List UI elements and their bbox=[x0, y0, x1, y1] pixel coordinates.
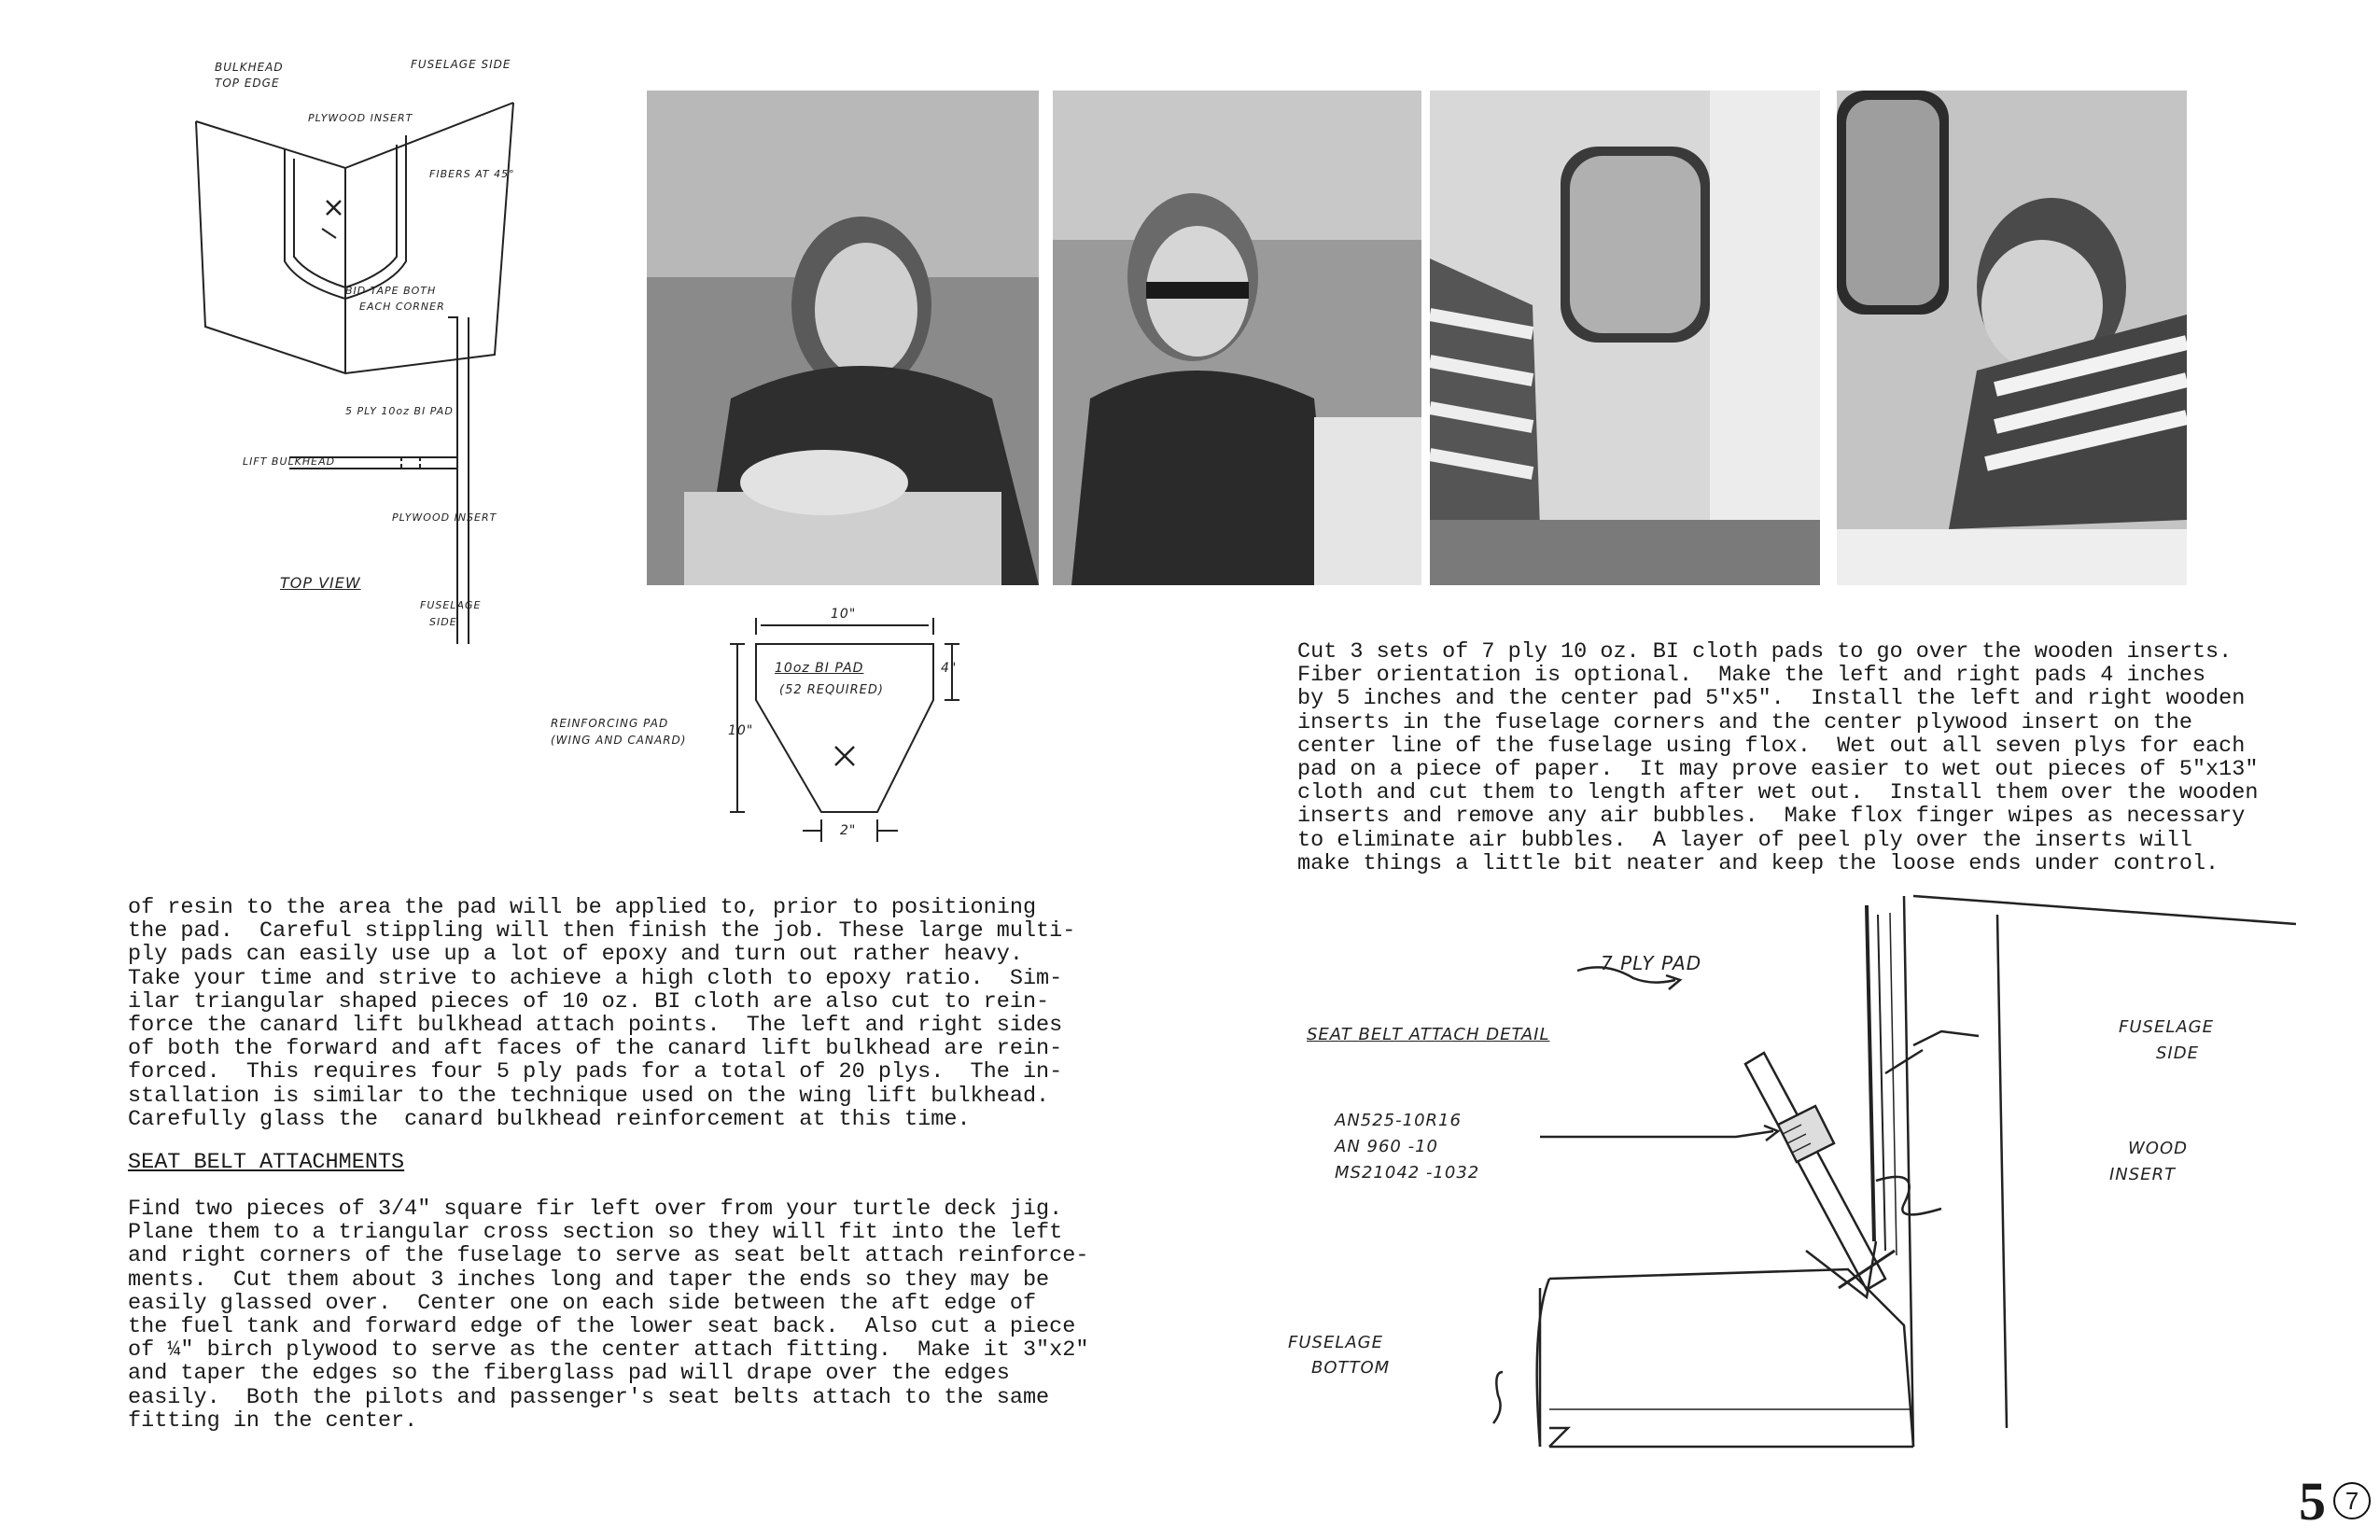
resin-line-8: forced. This requires four 5 ply pads for a total of 20 plys. The in- bbox=[128, 1059, 1063, 1085]
pad-dim-side-small: 4" bbox=[941, 661, 958, 676]
label-plywood-insert: PLYWOOD INSERT bbox=[308, 112, 413, 124]
seat-belt-attach-diagram bbox=[1269, 887, 2296, 1465]
section-heading-seat-belt: SEAT BELT ATTACHMENTS bbox=[128, 1150, 405, 1175]
page-number: 5 bbox=[2299, 1471, 2326, 1532]
pad-dim-bottom: 2" bbox=[840, 823, 857, 838]
text-block-resin bbox=[128, 896, 1201, 1131]
seatbelt-line-1: Find two pieces of 3/4" square fir left over from your turtle deck jig. bbox=[128, 1197, 1063, 1222]
label-each-corner: EACH CORNER bbox=[359, 301, 445, 313]
photo-3 bbox=[1430, 91, 1820, 585]
pads-line-1: Cut 3 sets of 7 ply 10 oz. BI cloth pads to go over the wooden inserts. bbox=[1297, 639, 2233, 665]
text-block-seat-belt bbox=[128, 1197, 1201, 1433]
pads-line-8: inserts and remove any air bubbles. Make flox finger wipes as necessary bbox=[1297, 804, 2246, 830]
pad-dim-side-large: 10" bbox=[728, 723, 754, 738]
pad-required: (52 REQUIRED) bbox=[779, 683, 884, 697]
label-bulkhead: BULKHEAD bbox=[215, 61, 284, 74]
label-fuselage-bottom-b: BOTTOM bbox=[1311, 1358, 1391, 1378]
resin-line-2: the pad. Careful stippling will then finish the job. These large multi- bbox=[128, 918, 1076, 945]
label-fuselage-side-3: SIDE bbox=[429, 616, 457, 628]
text-block-pads bbox=[1297, 640, 2352, 875]
label-fuselage-side-a: FUSELAGE bbox=[2119, 1017, 2214, 1037]
label-fuselage-side: FUSELAGE SIDE bbox=[411, 58, 511, 71]
resin-line-10: Carefully glass the canard bulkhead reinforcement at this time. bbox=[128, 1106, 971, 1132]
label-pad: 5 PLY 10oz BI PAD bbox=[345, 405, 454, 417]
circled-number: 7 bbox=[2333, 1482, 2371, 1519]
pads-line-2: Fiber orientation is optional. Make the left and right pads 4 inches bbox=[1297, 663, 2206, 689]
label-plywood-insert-2: PLYWOOD INSERT bbox=[392, 511, 497, 524]
label-fuselage-side-2: FUSELAGE bbox=[420, 599, 482, 611]
pad-caption-line2: (WING AND CANARD) bbox=[551, 734, 687, 747]
pad-title: 10oz BI PAD bbox=[775, 661, 864, 676]
label-fuselage-side-b: SIDE bbox=[2156, 1043, 2199, 1063]
label-hardware-1: AN525-10R16 bbox=[1335, 1111, 1462, 1130]
corner-insert-diagram bbox=[177, 47, 625, 644]
resin-line-7: of both the forward and aft faces of the canard lift bulkhead are rein- bbox=[128, 1036, 1063, 1062]
label-lift-bulkhead: LIFT BULKHEAD bbox=[243, 455, 336, 468]
seatbelt-line-9: easily. Both the pilots and passenger's seat belts attach to the same bbox=[128, 1384, 1050, 1410]
photo-4 bbox=[1837, 91, 2187, 585]
label-hardware-3: MS21042 -1032 bbox=[1335, 1163, 1480, 1183]
pad-dim-top: 10" bbox=[831, 607, 857, 622]
resin-line-1: of resin to the area the pad will be applied to, prior to positioning bbox=[128, 895, 1037, 920]
seatbelt-line-3: and right corners of the fuselage to serve as seat belt attach reinforce- bbox=[128, 1243, 1089, 1269]
seatbelt-line-10: fitting in the center. bbox=[128, 1407, 418, 1434]
label-bid-tape: BID TAPE BOTH bbox=[345, 285, 437, 297]
photo-1-image bbox=[647, 91, 1039, 585]
label-top-view: TOP VIEW bbox=[280, 574, 361, 592]
seatbelt-line-8: and taper the edges so the fiberglass pad will drape over the edges bbox=[128, 1361, 1010, 1387]
label-wood-insert-a: WOOD bbox=[2128, 1139, 2188, 1158]
resin-line-3: ply pads can easily use up a lot of epoxy and turn out rather heavy. bbox=[128, 942, 1023, 968]
photo-2 bbox=[1053, 91, 1421, 585]
photo-3-image bbox=[1430, 91, 1820, 585]
pad-caption-line1: REINFORCING PAD bbox=[551, 717, 669, 730]
label-hardware-2: AN 960 -10 bbox=[1335, 1137, 1438, 1156]
resin-line-5: ilar triangular shaped pieces of 10 oz. BI cloth are also cut to rein- bbox=[128, 988, 1050, 1015]
corner-insert-drawing bbox=[177, 47, 625, 644]
pads-line-7: cloth and cut them to length after wet out. Install them over the wooden bbox=[1297, 780, 2259, 806]
pads-line-6: pad on a piece of paper. It may prove easier to wet out pieces of 5"x13" bbox=[1297, 757, 2259, 783]
label-fibers-45: FIBERS AT 45° bbox=[429, 168, 515, 180]
resin-line-9: stallation is similar to the technique used on the wing lift bulkhead. bbox=[128, 1083, 1050, 1109]
pads-line-9: to eliminate air bubbles. A layer of peel ply over the inserts will bbox=[1297, 827, 2192, 853]
resin-line-6: force the canard lift bulkhead attach points. The left and right sides bbox=[128, 1013, 1063, 1039]
seatbelt-line-5: easily glassed over. Center one on each side between the aft edge of bbox=[128, 1290, 1037, 1316]
seatbelt-line-4: ments. Cut them about 3 inches long and taper the ends so they may be bbox=[128, 1267, 1050, 1293]
seatbelt-line-6: the fuel tank and forward edge of the lower seat back. Also cut a piece bbox=[128, 1314, 1076, 1340]
reinforcing-pad-drawing bbox=[551, 607, 980, 859]
pads-line-5: center line of the fuselage using flox. Wet out all seven plys for each bbox=[1297, 733, 2246, 759]
seatbelt-line-7: of ¼" birch plywood to serve as the center attach fitting. Make it 3"x2" bbox=[128, 1337, 1089, 1364]
resin-line-4: Take your time and strive to achieve a high cloth to epoxy ratio. Sim- bbox=[128, 965, 1063, 991]
pads-line-4: inserts in the fuselage corners and the center plywood insert on the bbox=[1297, 709, 2192, 735]
label-top-edge: TOP EDGE bbox=[215, 77, 280, 90]
label-7-ply-pad: 7 PLY PAD bbox=[1601, 952, 1702, 974]
photo-4-image bbox=[1837, 91, 2187, 585]
pads-line-3: by 5 inches and the center pad 5"x5". Install the left and right wooden bbox=[1297, 686, 2246, 712]
label-wood-insert-b: INSERT bbox=[2109, 1165, 2177, 1184]
photo-1 bbox=[647, 91, 1039, 585]
seatbelt-title: SEAT BELT ATTACH DETAIL bbox=[1307, 1025, 1550, 1044]
seatbelt-line-2: Plane them to a triangular cross section so they will fit into the left bbox=[128, 1220, 1063, 1246]
reinforcing-pad-diagram bbox=[551, 607, 980, 859]
label-fuselage-bottom-a: FUSELAGE bbox=[1288, 1333, 1383, 1352]
pads-line-10: make things a little bit neater and keep the loose ends under control. bbox=[1297, 850, 2219, 876]
photo-2-image bbox=[1053, 91, 1421, 585]
